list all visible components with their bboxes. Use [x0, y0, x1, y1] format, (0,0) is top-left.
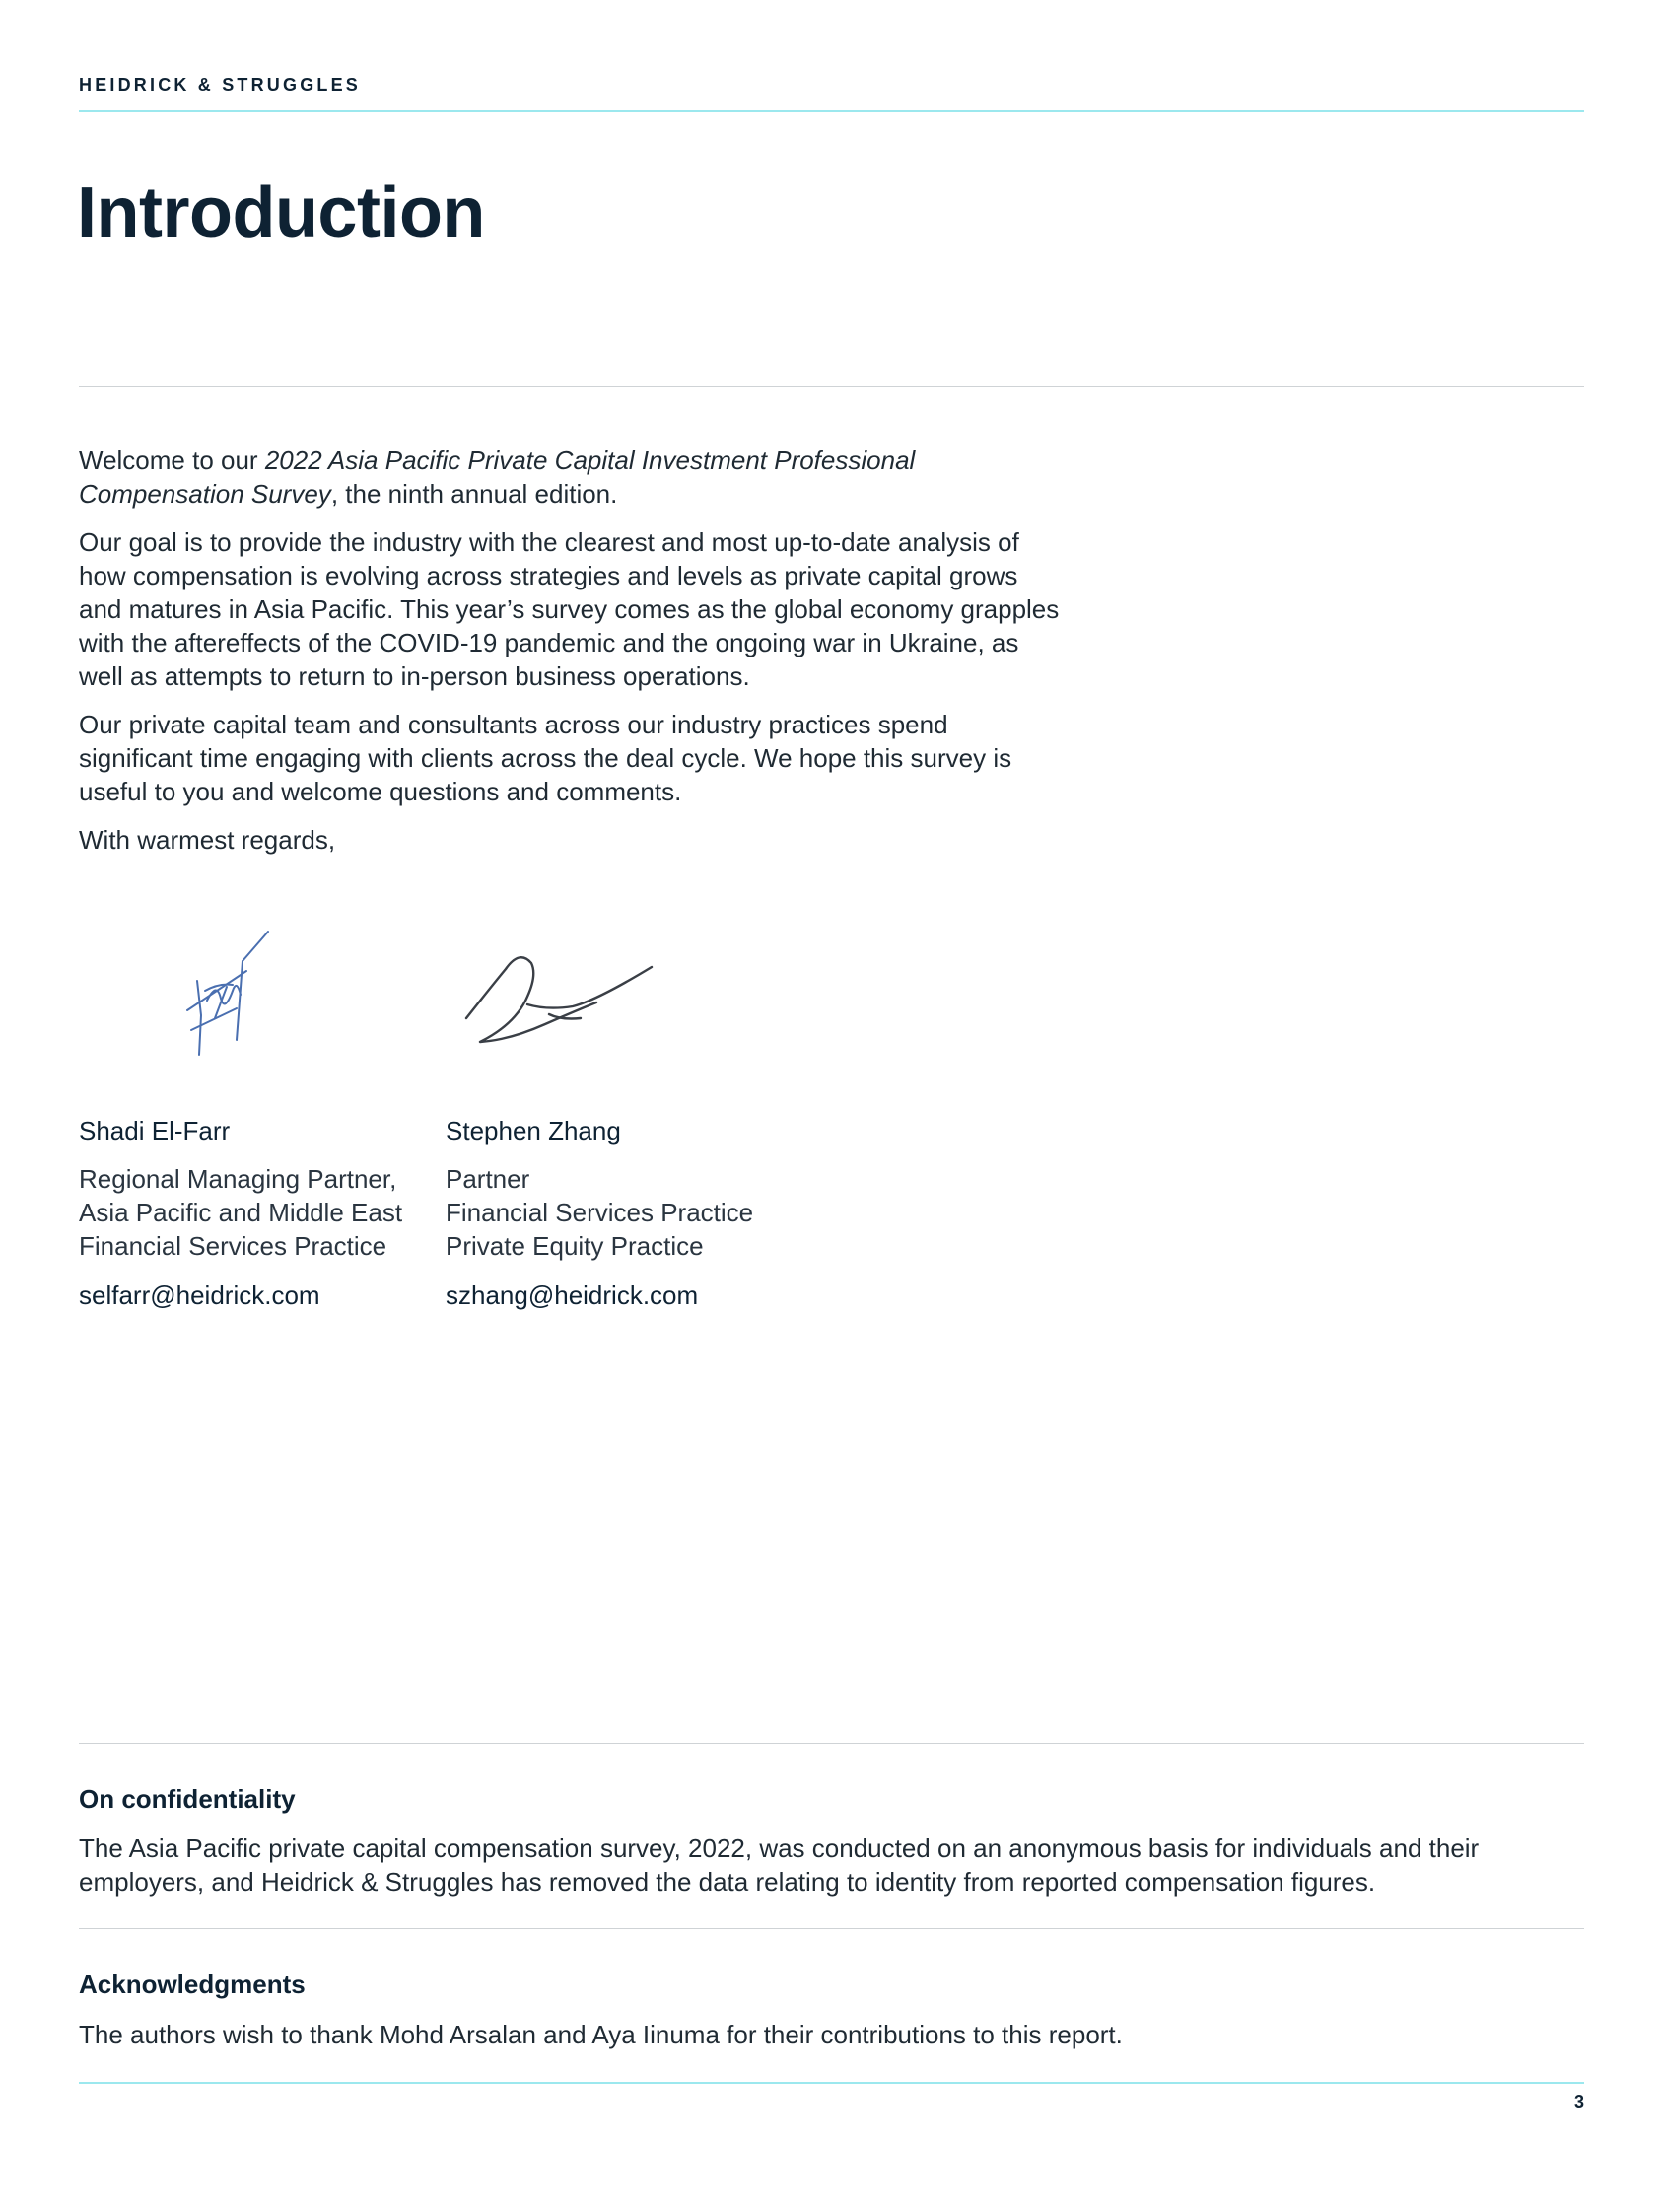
- signature-shadi-el-farr: [177, 922, 286, 1060]
- signature-stephen-zhang: [458, 941, 656, 1050]
- acknowledgments-divider: [79, 1928, 1584, 1929]
- survey-title: 2022 Asia Pacific Private Capital Investment Professional Compensation Survey: [79, 446, 916, 509]
- confidentiality-heading: On confidentiality: [79, 1784, 296, 1814]
- intro-paragraph-1: Welcome to our 2022 Asia Pacific Private Capital Investment Professional Compensation Survey, the ninth annual edition.: [79, 446, 916, 509]
- header-rule: [79, 110, 1584, 112]
- acknowledgments-text: The authors wish to thank Mohd Arsalan and Aya Iinuma for their contributions to this report.: [79, 2020, 1123, 2049]
- signatory-2: [446, 1114, 753, 1312]
- signatory-name: Stephen Zhang: [446, 1116, 621, 1145]
- signatory-role-line: Partner: [446, 1164, 530, 1194]
- intro-paragraph-3: Our private capital team and consultants across our industry practices spend significant time engaging with clients across the deal cycle. We hope this survey is useful to you and welcome questions and comments.: [79, 710, 1012, 806]
- page-number: 3: [1573, 2092, 1584, 2111]
- signatory-1: [79, 1114, 402, 1312]
- closing-line: With warmest regards,: [79, 825, 336, 855]
- title-divider: [79, 386, 1584, 387]
- signatory-role-line: Financial Services Practice: [79, 1231, 387, 1261]
- intro-body: [79, 444, 1065, 871]
- acknowledgments-heading: Acknowledgments: [79, 1970, 306, 1999]
- confidentiality-divider: [79, 1743, 1584, 1744]
- confidentiality-text: The Asia Pacific private capital compensation survey, 2022, was conducted on an anonymous basis for individuals and their employers, and Heidrick & Struggles has removed the data relating to identity from reported compensation figures.: [79, 1833, 1480, 1897]
- signatory-email-link[interactable]: selfarr@heidrick.com: [79, 1280, 320, 1310]
- page-title: Introduction: [77, 173, 485, 252]
- signatory-role-line: Asia Pacific and Middle East: [79, 1198, 403, 1227]
- brand-wordmark: HEIDRICK & STRUGGLES: [79, 75, 362, 95]
- intro-paragraph-2: Our goal is to provide the industry with the clearest and most up-to-date analysis of how compensation is evolving across strategies and levels as private capital grows and matures in Asia Pacific. This year’s survey comes as the global economy grapples with the aftereffects of the COVID-19 pandemic and the ongoing war in Ukraine, as well as attempts to return to in-person business operations.: [79, 527, 1060, 691]
- footer-rule: [79, 2082, 1584, 2084]
- signatory-name: Shadi El-Farr: [79, 1116, 231, 1145]
- signatory-role-line: Regional Managing Partner,: [79, 1164, 397, 1194]
- signatory-email-link[interactable]: szhang@heidrick.com: [446, 1280, 699, 1310]
- signatory-role-line: Private Equity Practice: [446, 1231, 704, 1261]
- signatory-role-line: Financial Services Practice: [446, 1198, 754, 1227]
